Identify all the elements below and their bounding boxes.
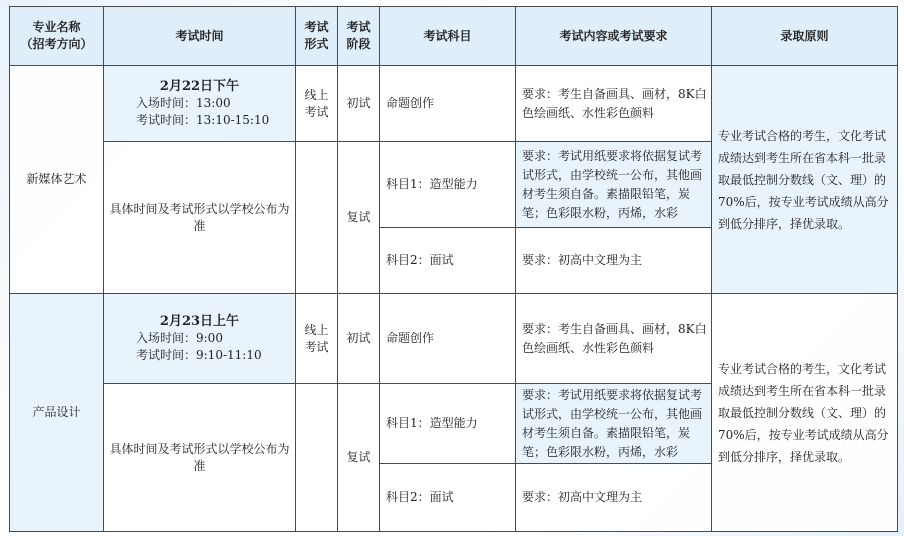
exam-time: 考试时间：9:10-11:10 [136,348,262,362]
exam-requirement: 要求：考试用纸要求将依据复试考试形式，由学校统一公布，其他画材考生须自备。素描限铅笔，炭笔；色彩限水粉，丙烯，水彩 [516,384,712,464]
prelim-time-cell [104,66,296,142]
table-row [10,66,898,142]
table-row [10,294,898,384]
exam-requirement: 要求：考生自备画具、画材，8K白色绘画纸、水性彩色颜料 [516,294,712,384]
exam-time: 考试时间：13:10-15:10 [136,113,270,127]
retest-form-empty [296,142,338,294]
header-major: 专业名称 （招考方向） [10,7,104,66]
retest-time: 具体时间及考试形式以学校公布为准 [104,142,296,294]
retest-form-empty [296,384,338,532]
retest-time: 具体时间及考试形式以学校公布为准 [104,384,296,532]
prelim-date: 2月23日上午 [159,314,240,329]
entry-time: 入场时间：13:00 [136,96,231,110]
header-form: 考试 形式 [296,7,338,66]
exam-subject: 命题创作 [380,294,516,384]
header-principle: 录取原则 [712,7,898,66]
exam-subject: 科目2：面试 [380,464,516,532]
admission-principle: 专业考试合格的考生，文化考试成绩达到考生所在省本科一批录取最低控制分数线（文、理）的 70%后，按专业考试成绩从高分到低分排序，择优录取。 [712,66,898,294]
exam-form: 线上 考试 [296,294,338,384]
exam-stage: 复试 [338,384,380,532]
exam-stage: 复试 [338,142,380,294]
admission-exam-table [9,6,898,532]
entry-time: 入场时间：9:00 [136,331,223,345]
header-subject: 考试科目 [380,7,516,66]
exam-form: 线上 考试 [296,66,338,142]
exam-requirement: 要求：考生自备画具、画材，8K白色绘画纸、水性彩色颜料 [516,66,712,142]
header-row [10,7,898,66]
prelim-time-cell [104,294,296,384]
prelim-date: 2月22日下午 [159,79,240,94]
major-name: 产品设计 [10,294,104,532]
exam-subject: 科目2：面试 [380,228,516,294]
header-time: 考试时间 [104,7,296,66]
exam-stage: 初试 [338,294,380,384]
exam-subject: 科目1：造型能力 [380,142,516,228]
exam-requirement: 要求：初高中文理为主 [516,464,712,532]
major-name: 新媒体艺术 [10,66,104,294]
exam-subject: 命题创作 [380,66,516,142]
exam-subject: 科目1：造型能力 [380,384,516,464]
admission-principle: 专业考试合格的考生，文化考试成绩达到考生所在省本科一批录取最低控制分数线（文、理）的 70%后，按专业考试成绩从高分到低分排序，择优录取。 [712,294,898,532]
exam-stage: 初试 [338,66,380,142]
header-stage: 考试 阶段 [338,7,380,66]
header-content: 考试内容或考试要求 [516,7,712,66]
exam-requirement: 要求：初高中文理为主 [516,228,712,294]
exam-requirement: 要求：考试用纸要求将依据复试考试形式，由学校统一公布，其他画材考生须自备。素描限铅笔，炭笔；色彩限水粉，丙烯，水彩 [516,142,712,228]
